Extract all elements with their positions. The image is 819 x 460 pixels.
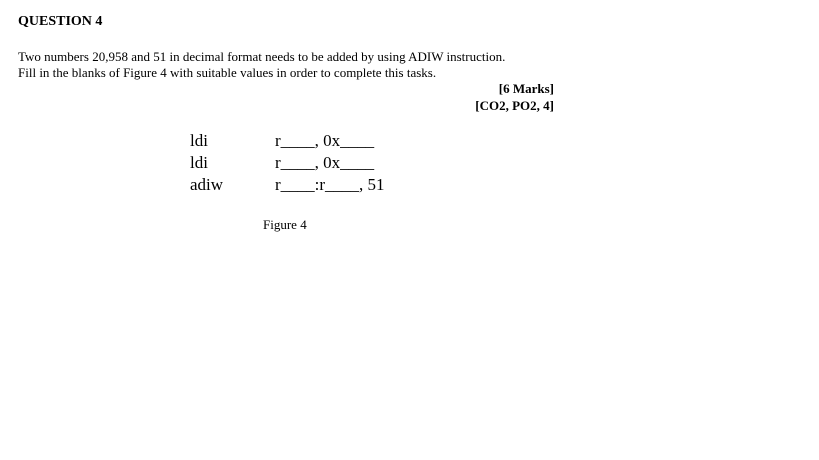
question-text-line-1: Two numbers 20,958 and 51 in decimal format needs to be added by using ADIW instruction. — [18, 49, 506, 64]
outcomes-label: [CO2, PO2, 4] — [475, 98, 554, 113]
code-mnemonic: adiw — [190, 175, 224, 194]
figure-caption: Figure 4 — [263, 217, 307, 232]
question-text-line-2: Fill in the blanks of Figure 4 with suitable values in order to complete this tasks. — [18, 65, 437, 80]
code-operands: r____:r____, 51 — [275, 175, 385, 194]
question-heading: QUESTION 4 — [18, 14, 103, 29]
code-operands: r____, 0x____ — [275, 131, 375, 150]
code-mnemonic: ldi — [190, 153, 208, 172]
code-mnemonic: ldi — [190, 131, 208, 150]
marks-label: [6 Marks] — [498, 81, 554, 96]
code-operands: r____, 0x____ — [275, 153, 375, 172]
